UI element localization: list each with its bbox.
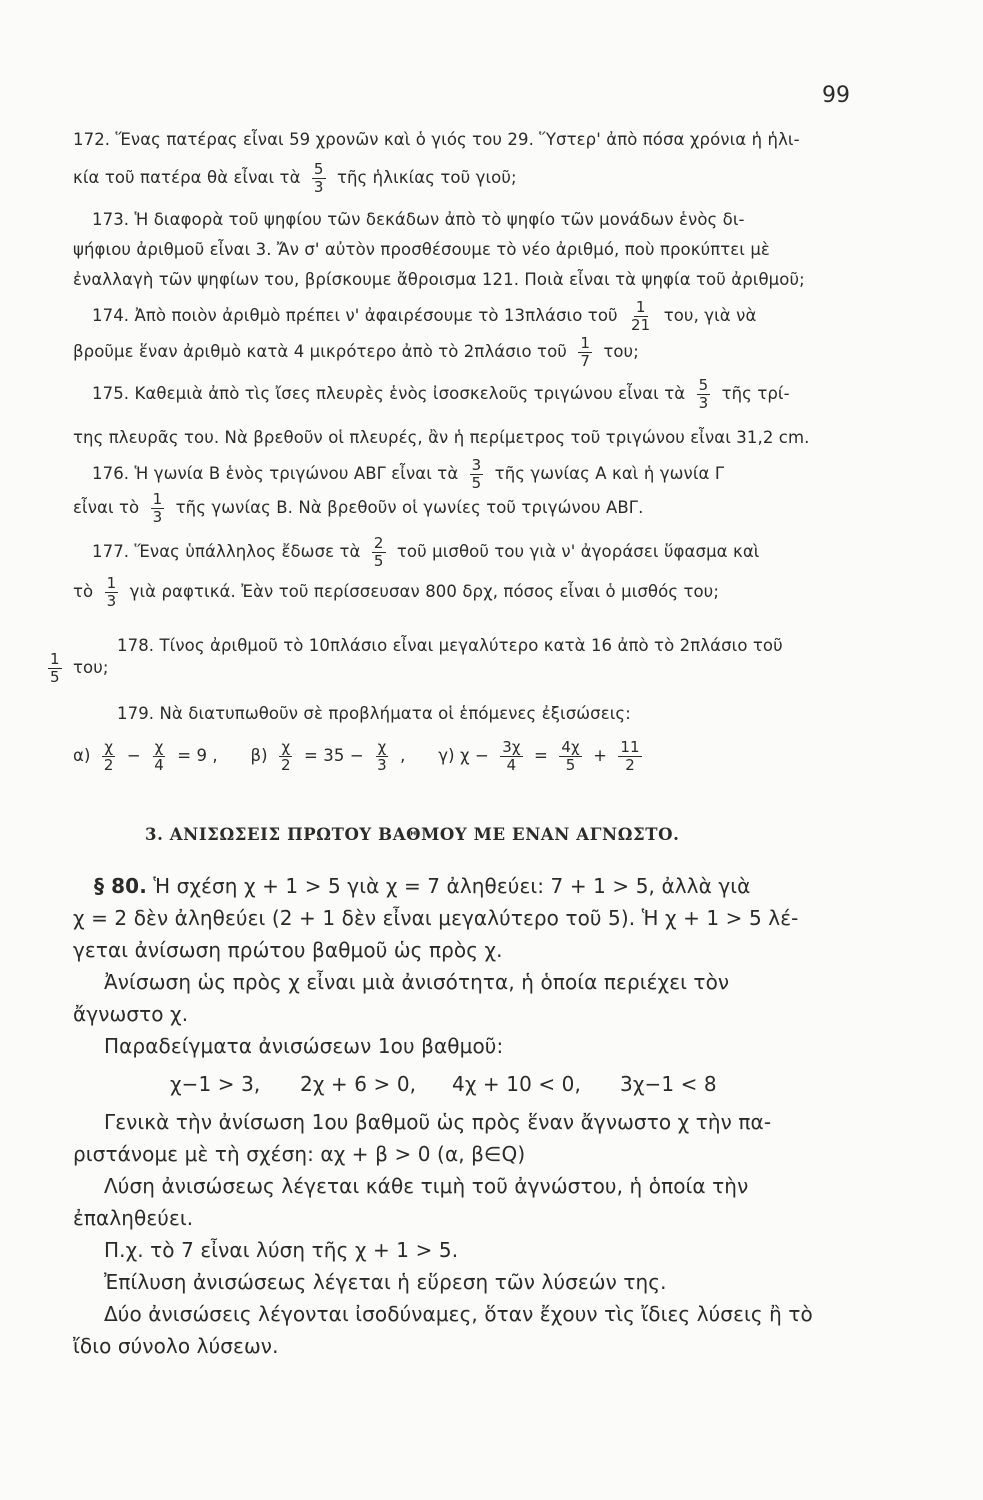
example-2: 2χ + 6 > 0, xyxy=(300,1072,417,1096)
text: γιὰ ραφτικά. Ἐὰν τοῦ περίσσευσαν 800 δρχ, πόσος εἶναι ὁ μισθός του; xyxy=(129,582,719,601)
section-80-line-11: ἐπαληθεύει. xyxy=(73,1206,194,1230)
section-80-line-2: χ = 2 δὲν ἀληθεύει (2 + 1 δὲν εἶναι μεγαλύτερο τοῦ 5). Ἡ χ + 1 > 5 λέ- xyxy=(73,906,799,930)
section-80-line-8: Γενικὰ τὴν ἀνίσωση 1ου βαθμοῦ ὡς πρὸς ἕναν ἄγνωστο χ τὴν πα- xyxy=(104,1110,772,1134)
text: τῆς ἡλικίας τοῦ γιοῦ; xyxy=(336,168,517,187)
problem-175-line-1 xyxy=(92,378,790,411)
page-number: 99 xyxy=(822,83,850,108)
fraction: $\frac{\chi}{2}$ xyxy=(103,738,114,774)
problem-179-equations xyxy=(73,740,648,773)
text: τοῦ μισθοῦ του γιὰ ν' ἀγοράσει ὕφασμα καὶ xyxy=(396,542,760,561)
fraction: $\frac{1}{3}$ xyxy=(106,574,117,610)
fraction: $\frac{3\chi}{4}$ xyxy=(502,738,521,774)
eq-a-op: − xyxy=(126,746,141,765)
section-heading: 3. ΑΝΙΣΩΣΕΙΣ ΠΡΩΤΟΥ ΒΑΘΜΟΥ ΜΕ ΕΝΑΝ ΑΓΝΩΣΤΟ. xyxy=(145,825,680,844)
example-1: χ−1 > 3, xyxy=(170,1072,261,1096)
text: 175. Καθεμιὰ ἀπὸ τὶς ἴσες πλευρὲς ἑνὸς ἰσοσκελοῦς τριγώνου εἶναι τὰ xyxy=(92,384,686,403)
fraction: $\frac{11}{2}$ xyxy=(620,738,640,774)
section-80-line-12: Π.χ. τὸ 7 εἶναι λύση τῆς χ + 1 > 5. xyxy=(104,1238,459,1262)
problem-176-line-1 xyxy=(92,458,724,491)
problem-174-line-1 xyxy=(92,300,756,333)
fraction: $\frac{5}{3}$ xyxy=(313,160,324,196)
fraction: $\frac{2}{5}$ xyxy=(373,534,384,570)
text: τὸ xyxy=(73,582,94,601)
section-80-line-1 xyxy=(94,874,750,898)
text: βροῦμε ἕναν ἀριθμὸ κατὰ 4 μικρότερο ἀπὸ τὸ 2πλάσιο τοῦ xyxy=(73,342,567,361)
text: 177. Ἕνας ὑπάλληλος ἔδωσε τὰ xyxy=(92,542,361,561)
problem-173-line-2: ψήφιου ἀριθμοῦ εἶναι 3. Ἄν σ' αὐτὸν προσθέσουμε τὸ νέο ἀριθμό, ποὺ προκύπτει μὲ xyxy=(73,240,770,259)
text: εἶναι τὸ xyxy=(73,498,140,517)
eq-a-label: α) xyxy=(73,746,91,765)
problem-173-line-3: ἐναλλαγὴ τῶν ψηφίων του, βρίσκουμε ἄθροισμα 121. Ποιὰ εἶναι τὰ ψηφία τοῦ ἀριθμοῦ; xyxy=(73,270,805,289)
problem-174-line-2 xyxy=(73,336,639,369)
text: 174. Ἀπὸ ποιὸν ἀριθμὸ πρέπει ν' ἀφαιρέσουμε τὸ 13πλάσιο τοῦ xyxy=(92,306,618,325)
problem-178-line-1: 178. Τίνος ἀριθμοῦ τὸ 10πλάσιο εἶναι μεγαλύτερο κατὰ 16 ἀπὸ τὸ 2πλάσιο τοῦ xyxy=(117,636,783,655)
section-80-line-3: γεται ἀνίσωση πρώτου βαθμοῦ ὡς πρὸς χ. xyxy=(73,938,503,962)
fraction: $\frac{1}{3}$ xyxy=(152,490,163,526)
fraction: $\frac{1}{21}$ xyxy=(631,298,651,334)
section-80-line-10: Λύση ἀνισώσεως λέγεται κάθε τιμὴ τοῦ ἀγνώστου, ἡ ὁποία τὴν xyxy=(104,1174,749,1198)
problem-178-line-2 xyxy=(42,652,109,685)
problem-175-line-2: της πλευρᾶς του. Νὰ βρεθοῦν οἱ πλευρές, ἂν ἡ περίμετρος τοῦ τριγώνου εἶναι 31,2 cm. xyxy=(73,428,810,447)
problem-173-line-1: 173. Ἡ διαφορὰ τοῦ ψηφίου τῶν δεκάδων ἀπὸ τὸ ψηφίο τῶν μονάδων ἑνὸς δι- xyxy=(92,210,745,229)
section-80-line-6: Παραδείγματα ἀνισώσεων 1ου βαθμοῦ: xyxy=(104,1034,504,1058)
problem-179-line-1: 179. Νὰ διατυπωθοῦν σὲ προβλήματα οἱ ἑπόμενες ἐξισώσεις: xyxy=(117,704,631,723)
problem-176-line-2 xyxy=(73,492,643,525)
problem-172-line-1: 172. Ἕνας πατέρας εἶναι 59 χρονῶν καὶ ὁ γιός του 29. Ὕστερ' ἀπὸ πόσα χρόνια ἡ ἡλι- xyxy=(73,130,800,149)
fraction: $\frac{5}{3}$ xyxy=(698,376,709,412)
text: του, γιὰ νὰ xyxy=(663,306,757,325)
fraction: $\frac{\chi}{4}$ xyxy=(154,738,164,774)
paragraph-mark: § 80. xyxy=(94,874,147,898)
problem-177-line-2 xyxy=(73,576,719,609)
text: τῆς γωνίας Β. Νὰ βρεθοῦν οἱ γωνίες τοῦ τριγώνου ΑΒΓ. xyxy=(175,498,644,517)
eq-b-mid: = 35 − xyxy=(304,746,364,765)
example-3: 4χ + 10 < 0, xyxy=(452,1072,581,1096)
fraction: $\frac{\chi}{3}$ xyxy=(377,738,387,774)
text: τῆς γωνίας Α καὶ ἡ γωνία Γ xyxy=(494,464,725,483)
eq-b-label: β) xyxy=(250,746,268,765)
section-80-line-5: ἄγνωστο χ. xyxy=(73,1002,189,1026)
fraction: $\frac{4\chi}{5}$ xyxy=(561,738,580,774)
eq-b-end: , xyxy=(400,746,406,765)
text: του; xyxy=(73,658,109,677)
text: 176. Ἡ γωνία Β ἑνὸς τριγώνου ΑΒΓ εἶναι τὰ xyxy=(92,464,459,483)
text: του; xyxy=(603,342,639,361)
section-80-line-14: Δύο ἀνισώσεις λέγονται ἰσοδύναμες, ὅταν ἔχουν τὶς ἴδιες λύσεις ἢ τὸ xyxy=(104,1302,813,1326)
eq-c-eq: = xyxy=(534,746,548,765)
section-80-line-4: Ἀνίσωση ὡς πρὸς χ εἶναι μιὰ ἀνισότητα, ἡ ὁποία περιέχει τὸν xyxy=(104,970,730,994)
text: κία τοῦ πατέρα θὰ εἶναι τὰ xyxy=(73,168,301,187)
text: Ἡ σχέση χ + 1 > 5 γιὰ χ = 7 ἀληθεύει: 7 + 1 > 5, ἀλλὰ γιὰ xyxy=(153,874,751,898)
problem-172-line-2 xyxy=(73,162,517,195)
section-80-line-13: Ἐπίλυση ἀνισώσεως λέγεται ἡ εὕρεση τῶν λύσεών της. xyxy=(104,1270,667,1294)
eq-c-label: γ) χ − xyxy=(438,746,489,765)
fraction: $\frac{1}{7}$ xyxy=(580,334,590,370)
eq-c-plus: + xyxy=(593,746,608,765)
problem-177-line-1 xyxy=(92,536,759,569)
fraction: $\frac{\chi}{2}$ xyxy=(281,738,291,774)
section-80-line-9: ριστάνομε μὲ τὴ σχέση: αχ + β > 0 (α, β∈Q) xyxy=(73,1142,526,1166)
text: τῆς τρί- xyxy=(721,384,790,403)
example-4: 3χ−1 < 8 xyxy=(620,1072,717,1096)
section-80-line-15: ἴδιο σύνολο λύσεων. xyxy=(73,1334,279,1358)
fraction: $\frac{3}{5}$ xyxy=(471,456,482,492)
fraction: $\frac{1}{5}$ xyxy=(50,650,60,686)
eq-a-rhs: = 9 , xyxy=(177,746,218,765)
